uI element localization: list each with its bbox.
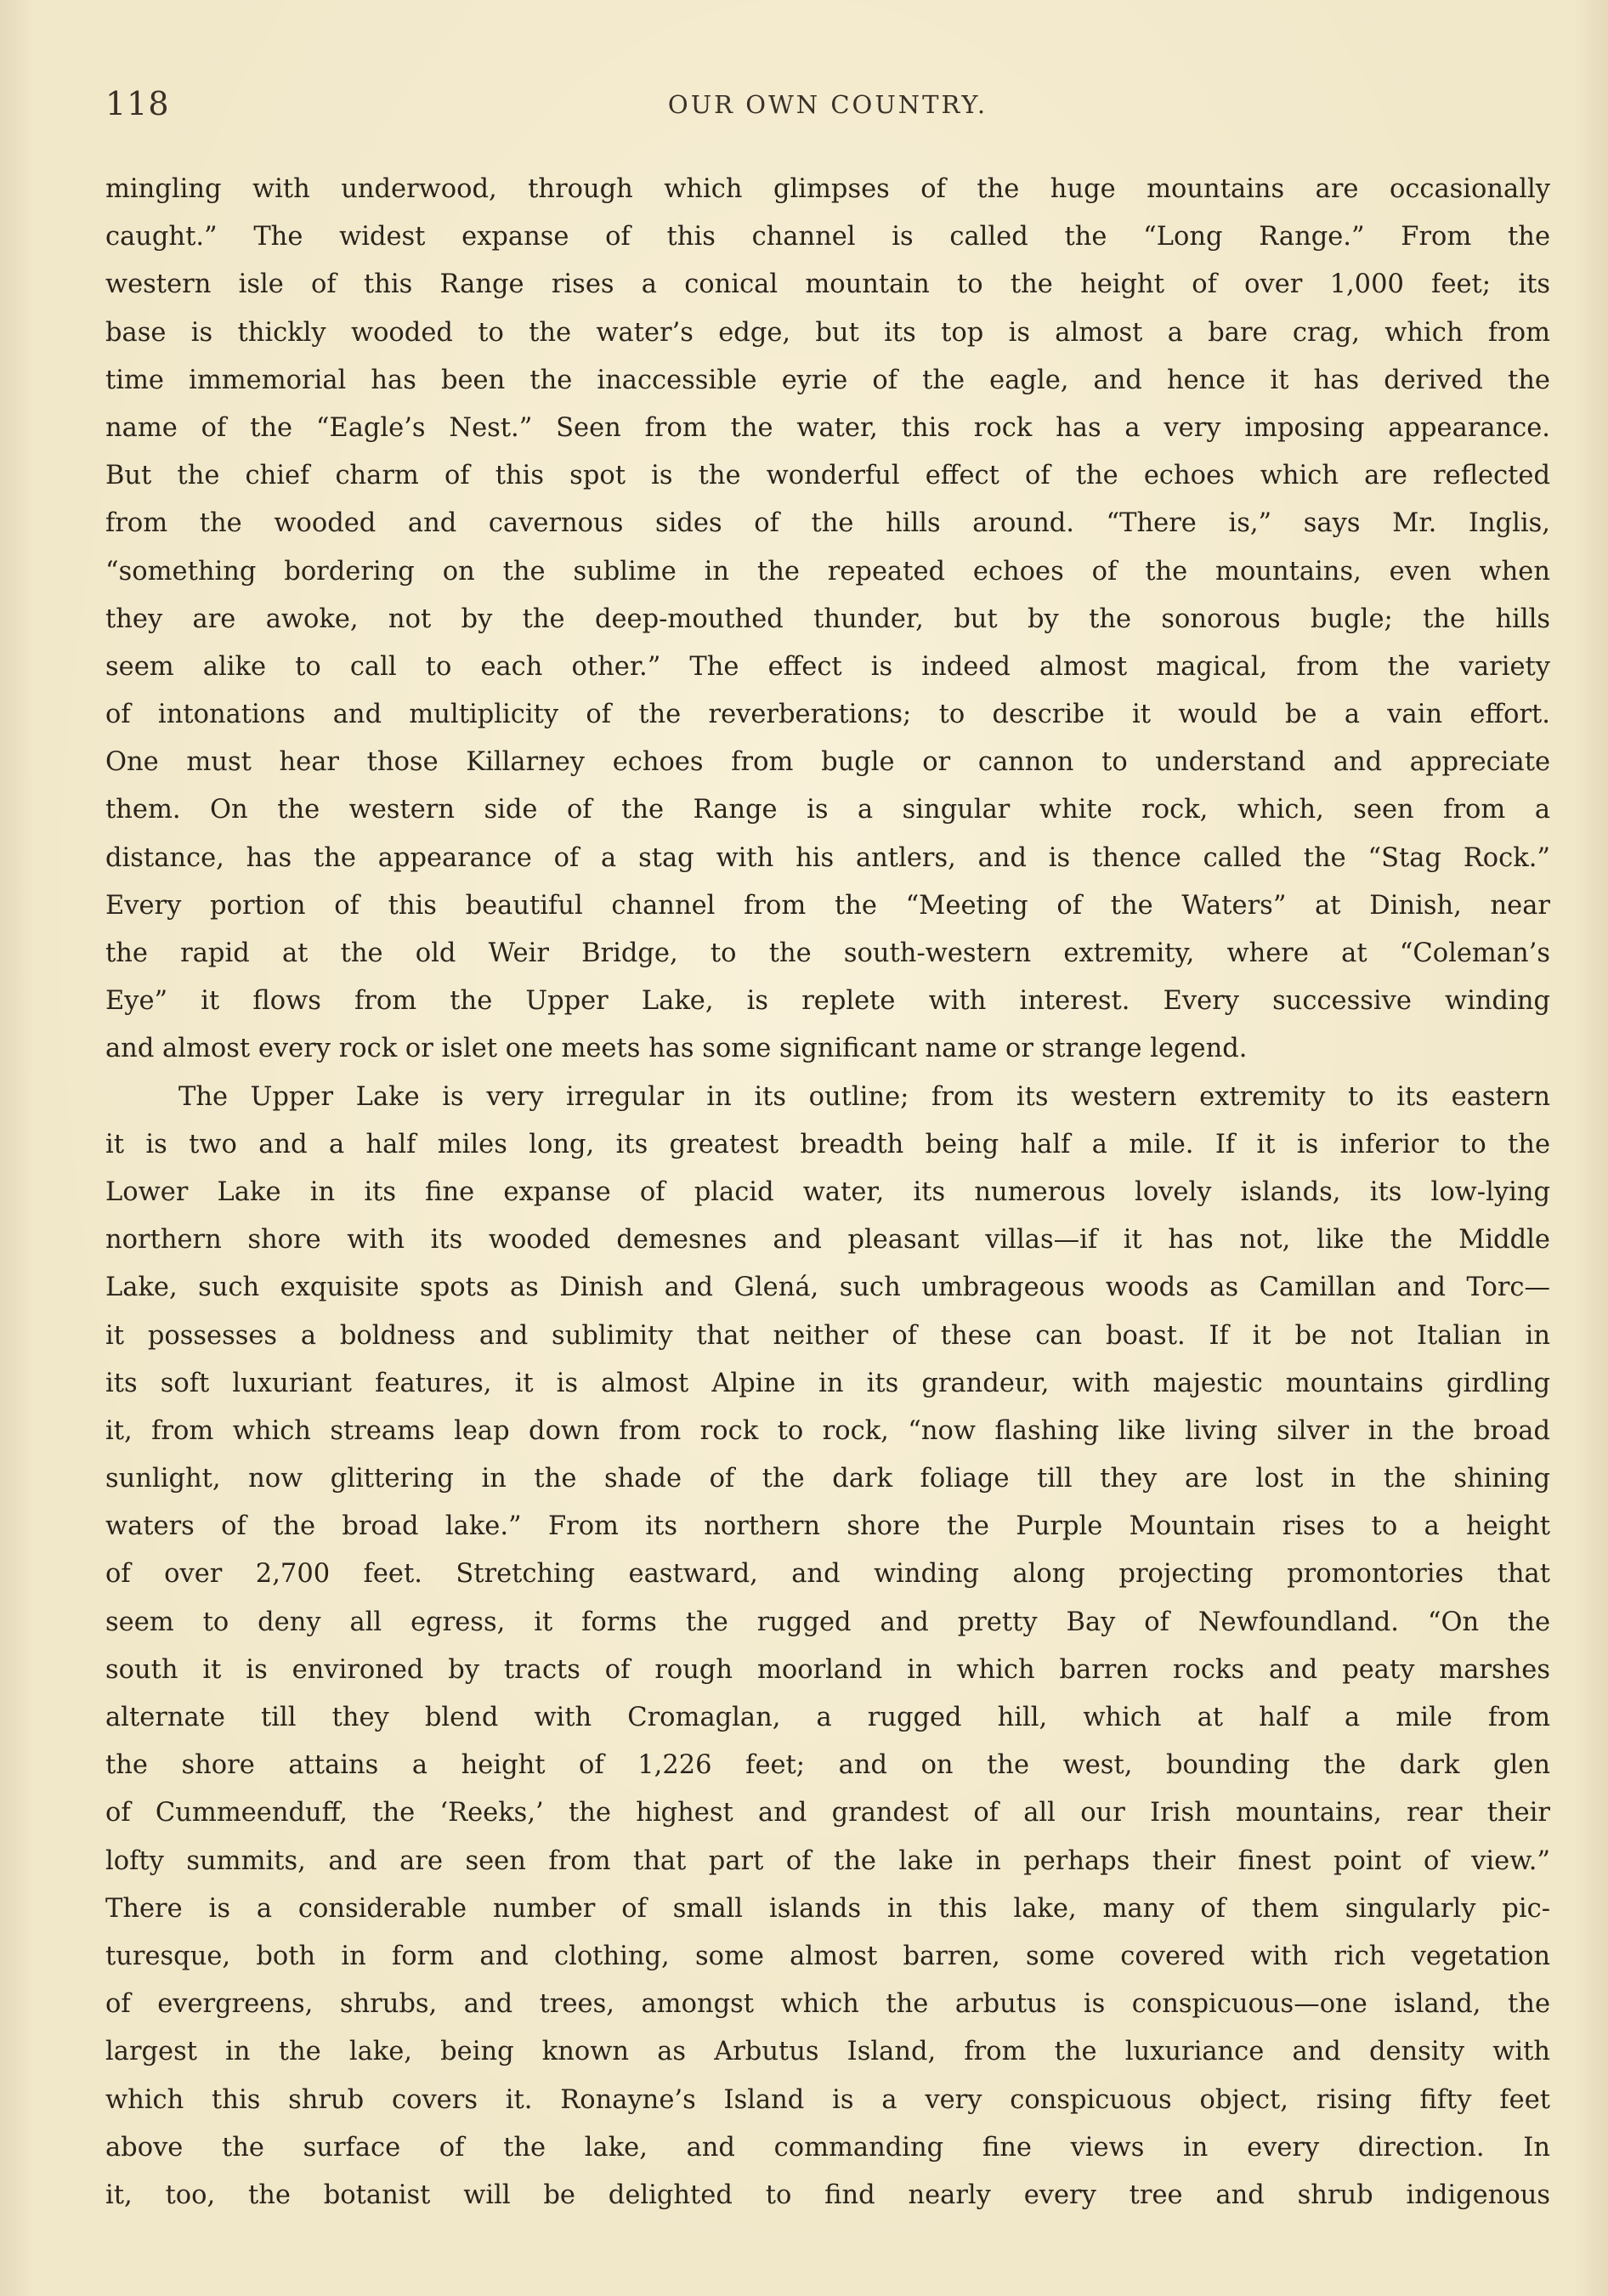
text-line: caught.” The widest expanse of this channel is called the “Long Range.” From the <box>105 222 1550 252</box>
text-line: south it is environed by tracts of rough moorland in which barren rocks and peaty marshes <box>105 1654 1550 1685</box>
text-line: “something bordering on the sublime in the repeated echoes of the mountains, even when <box>105 556 1550 587</box>
text-line: and almost every rock or islet one meets has some significant name or strange legend. <box>105 1034 1248 1064</box>
body-text <box>105 166 1550 2219</box>
text-line: Lower Lake in its fine expanse of placid water, its numerous lovely islands, its low-lying <box>105 1176 1550 1207</box>
text-line: name of the “Eagle’s Nest.” Seen from the water, this rock has a very imposing appearance. <box>105 412 1550 443</box>
text-line: it, from which streams leap down from rock to rock, “now flashing like living silver in the broad <box>105 1415 1550 1446</box>
text-line: them. On the western side of the Range is a singular white rock, which, seen from a <box>105 795 1550 825</box>
text-line: from the wooded and cavernous sides of the hills around. “There is,” says Mr. Inglis, <box>105 508 1550 539</box>
text-line: it, too, the botanist will be delighted to find nearly every tree and shrub indigenous <box>105 2180 1550 2210</box>
text-line: it possesses a boldness and sublimity that neither of these can boast. If it be not Italian in <box>105 1320 1550 1351</box>
page-number: 118 <box>105 85 170 122</box>
text-line: it is two and a half miles long, its greatest breadth being half a mile. If it is inferior to the <box>105 1129 1550 1159</box>
text-line: of intonations and multiplicity of the reverberations; to describe it would be a vain effort. <box>105 700 1550 730</box>
text-line: seem alike to call to each other.” The effect is indeed almost magical, from the variety <box>105 651 1550 682</box>
text-line: the rapid at the old Weir Bridge, to the south-western extremity, where at “Coleman’s <box>105 938 1550 968</box>
text-line: lofty summits, and are seen from that part of the lake in perhaps their finest point of view.” <box>105 1845 1550 1876</box>
text-line: One must hear those Killarney echoes from bugle or cannon to understand and appreciate <box>105 747 1550 778</box>
text-line: Every portion of this beautiful channel from the “Meeting of the Waters” at Dinish, near <box>105 890 1550 921</box>
text-line: The Upper Lake is very irregular in its outline; from its western extremity to its eastern <box>178 1081 1550 1112</box>
text-line: of over 2,700 feet. Stretching eastward, and winding along projecting promontories that <box>105 1559 1550 1590</box>
text-line: alternate till they blend with Cromaglan, a rugged hill, which at half a mile from <box>105 1703 1550 1732</box>
text-line: sunlight, now glittering in the shade of the dark foliage till they are lost in the shining <box>105 1464 1550 1494</box>
running-head: OUR OWN COUNTRY. <box>667 90 988 119</box>
page-header <box>105 85 1550 136</box>
text-line: Lake, such exquisite spots as Dinish and Glená, such umbrageous woods as Camillan and Torc— <box>105 1273 1550 1303</box>
text-line: turesque, both in form and clothing, some almost barren, some covered with rich vegetation <box>105 1941 1550 1971</box>
text-line: mingling with underwood, through which glimpses of the huge mountains are occasionally <box>105 174 1550 204</box>
text-line: distance, has the appearance of a stag with his antlers, and is thence called the “Stag Rock.” <box>105 842 1550 873</box>
text-line: northern shore with its wooded demesnes and pleasant villas—if it has not, like the Middle <box>105 1225 1550 1256</box>
text-line: seem to deny all egress, it forms the rugged and pretty Bay of Newfoundland. “On the <box>105 1607 1550 1637</box>
text-line: above the surface of the lake, and commanding fine views in every direction. In <box>105 2132 1550 2163</box>
text-line: time immemorial has been the inaccessible eyrie of the eagle, and hence it has derived the <box>105 365 1550 395</box>
text-line: There is a considerable number of small islands in this lake, many of them singularly pic- <box>105 1893 1550 1924</box>
text-line: Eye” it flows from the Upper Lake, is replete with interest. Every successive winding <box>105 986 1550 1017</box>
text-line: which this shrub covers it. Ronayne’s Island is a very conspicuous object, rising fifty feet <box>105 2084 1550 2115</box>
text-line: the shore attains a height of 1,226 feet; and on the west, bounding the dark glen <box>105 1750 1550 1781</box>
text-line: of evergreens, shrubs, and trees, amongst which the arbutus is conspicuous—one island, the <box>105 1989 1550 2020</box>
text-line: its soft luxuriant features, it is almost Alpine in its grandeur, with majestic mountains girdling <box>105 1368 1550 1398</box>
text-line: largest in the lake, being known as Arbutus Island, from the luxuriance and density with <box>105 2037 1550 2067</box>
text-line: base is thickly wooded to the water’s edge, but its top is almost a bare crag, which from <box>105 317 1550 348</box>
text-line: waters of the broad lake.” From its northern shore the Purple Mountain rises to a height <box>105 1511 1550 1542</box>
text-line: of Cummeenduff, the ‘Reeks,’ the highest and grandest of all our Irish mountains, rear their <box>105 1798 1550 1828</box>
text-line: they are awoke, not by the deep-mouthed thunder, but by the sonorous bugle; the hills <box>105 604 1550 634</box>
text-line: western isle of this Range rises a conical mountain to the height of over 1,000 feet; its <box>105 269 1550 300</box>
text-line: But the chief charm of this spot is the wonderful effect of the echoes which are reflected <box>105 461 1550 491</box>
